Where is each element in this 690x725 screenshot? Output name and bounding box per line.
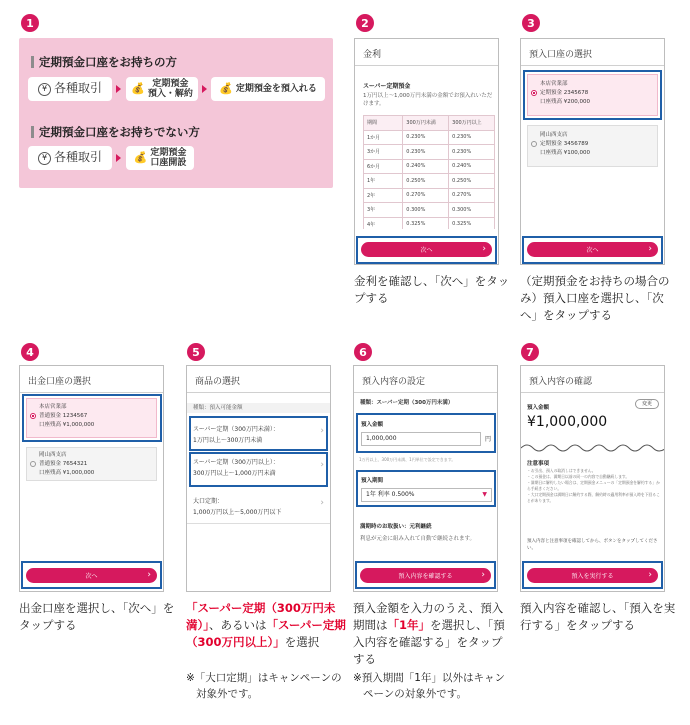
step-number-2: 2 xyxy=(356,14,374,32)
product-name: スーパー定期預金 xyxy=(363,83,411,90)
account-number: 定期預金 2345678 xyxy=(540,90,589,96)
rate-table-row xyxy=(364,188,495,203)
amount-input[interactable]: 1,000,000 xyxy=(361,432,481,446)
rate-table-cell: 期間 xyxy=(364,116,403,131)
caption-step7: 預入内容を確認し、「預入を実行する」をタップする xyxy=(520,601,676,632)
chevron-right-icon: › xyxy=(320,460,324,470)
navigation-guide-panel xyxy=(19,38,333,188)
rate-table-cell: 2年 xyxy=(364,188,403,203)
menu-teiki-azukeire-kaiyaku[interactable]: 💰 定期預金 預入・解約 xyxy=(126,77,198,101)
confirm-content-button[interactable]: 預入内容を確認する › xyxy=(360,568,491,583)
rate-table-cell: 3か月 xyxy=(364,145,403,160)
rate-table-cell: 0.270% xyxy=(449,188,495,203)
rate-table xyxy=(363,115,495,232)
execute-deposit-button[interactable]: 預入を実行する › xyxy=(527,568,658,583)
rate-table-cell: 0.230% xyxy=(403,145,449,160)
phone-screen-withdraw-account xyxy=(19,365,164,592)
rate-table-cell: 300万円未満 xyxy=(403,116,449,131)
caption-step4: 出金口座を選択し、「次へ」をタップする xyxy=(19,601,175,632)
caption-step2: 金利を確認し、「次へ」をタップする xyxy=(354,274,510,305)
rate-table-cell: 1年 xyxy=(364,174,403,189)
caption-step6: 預入金額を入力のうえ、預入期間は「1年」を選択し、「預入内容を確認する」をタップする xyxy=(353,601,505,666)
rate-table-cell: 0.325% xyxy=(449,217,495,232)
highlight-frame xyxy=(355,561,496,589)
section-title-no-account: 定期預金口座をお持ちでない方 xyxy=(31,124,200,140)
confirm-instruction: 預入内容と注意事項を確認してから、ボタンをタップしてください。 xyxy=(527,539,658,551)
step-number-6: 6 xyxy=(354,343,372,361)
step-number-7: 7 xyxy=(521,343,539,361)
rate-table-cell: 0.230% xyxy=(449,145,495,160)
account-number: 普通預金 1234567 xyxy=(39,413,88,419)
screen-title: 商品の選択 xyxy=(195,377,241,387)
phone-screen-product-select xyxy=(186,365,331,592)
highlight-frame xyxy=(356,413,496,453)
next-button[interactable]: 次へ › xyxy=(26,568,157,583)
maturity-label: 満期時のお取扱い：元利継続 xyxy=(360,524,432,530)
rate-table-cell: 4年 xyxy=(364,217,403,232)
menu-teiki-kouza-kaisetsu[interactable]: 💰 定期預金 口座開設 xyxy=(126,146,194,170)
notes-title: 注意事項 xyxy=(527,461,550,467)
section-title-has-account: 定期預金口座をお持ちの方 xyxy=(31,54,177,70)
money-bag-icon: 💰 xyxy=(131,81,145,95)
branch-name: 岡山西支店 xyxy=(540,132,568,138)
step-number-5: 5 xyxy=(187,343,205,361)
account-balance: 口座残高 ¥100,000 xyxy=(540,150,590,156)
period-label: 預入期間 xyxy=(361,478,384,484)
rate-table-row xyxy=(364,145,495,160)
product-option-super-under3m[interactable]: スーパー定期（300万円未満）： 1万円以上〜300万円未満 › xyxy=(193,426,324,444)
account-number: 普通預金 7654321 xyxy=(39,461,88,467)
account-option[interactable] xyxy=(26,447,157,481)
product-kind-label: 種類：預入可能金額 xyxy=(187,403,330,413)
rate-table-cell: 0.250% xyxy=(403,174,449,189)
menu-kakushu-torihiki-a[interactable]: ¥ 各種取引 xyxy=(28,77,112,101)
step-number-3: 3 xyxy=(522,14,540,32)
highlight-frame xyxy=(522,561,663,589)
maturity-description: 利息が元金に組み入れて自動で継続されます。 xyxy=(360,536,476,542)
screen-title: 金利 xyxy=(363,50,382,60)
branch-name: 本店営業部 xyxy=(540,81,568,87)
rate-table-cell: 0.300% xyxy=(449,203,495,218)
highlight-frame xyxy=(356,470,496,507)
product-option-super-over3m[interactable]: スーパー定期（300万円以上）： 300万円以上〜1,000万円未満 › xyxy=(193,459,324,477)
rate-table-cell: 6か月 xyxy=(364,159,403,174)
rate-table-row xyxy=(364,130,495,145)
branch-name: 岡山西支店 xyxy=(39,452,67,458)
caption-step5: 「スーパー定期（300万円未満）」、あるいは「スーパー定期（300万円以上）」を選択 xyxy=(186,601,346,649)
highlight-frame xyxy=(21,561,162,589)
radio-icon xyxy=(531,141,537,147)
rate-table-row xyxy=(364,203,495,218)
notes-list: ・お引出、預入の取消しはできません。 ・この預金は、満期日以前の同一の内容で自動継続します。 ・満期日に解約したい場合は、定期預金メニューの「定期預金を解約する」から手続きください。 ・大口定期預金は満期日に解約する際、解約時の適用利率が預入時を下回ることがあります。 xyxy=(527,468,660,503)
note-step5: ※「大口定期」はキャンペーンの対象外です。 xyxy=(186,672,342,700)
account-balance: 口座残高 ¥1,000,000 xyxy=(39,422,95,428)
amount-value: ¥1,000,000 xyxy=(527,414,608,430)
highlight-frame xyxy=(189,452,328,487)
product-option-oguchi[interactable]: 大口定期： 1,000万円以上〜5,000万円以下 › xyxy=(187,488,330,524)
highlight-frame xyxy=(523,70,662,120)
unit-label: 円 xyxy=(485,436,492,443)
phone-screen-rate xyxy=(354,38,499,265)
yen-coin-icon: ¥ xyxy=(38,83,51,96)
amount-hint: 1万円以上、300万円未満、1円単位で設定できます。 xyxy=(359,457,456,462)
rate-table-cell: 3年 xyxy=(364,203,403,218)
caption-step3: （定期預金をお持ちの場合のみ）預入口座を選択し、「次へ」をタップする xyxy=(520,274,670,322)
menu-kakushu-torihiki-b[interactable]: ¥ 各種取引 xyxy=(28,146,112,170)
period-select[interactable]: 1年 利率 0.500% ▼ xyxy=(361,488,492,502)
step-number-4: 4 xyxy=(21,343,39,361)
screen-title: 出金口座の選択 xyxy=(28,377,92,387)
screen-title: 預入口座の選択 xyxy=(529,50,593,60)
rate-table-cell: 0.230% xyxy=(449,130,495,145)
dropdown-arrow-icon: ▼ xyxy=(482,491,487,498)
menu-teiki-azukeireru[interactable]: 💰 定期預金を預入れる xyxy=(211,77,325,101)
next-button[interactable]: 次へ › xyxy=(361,242,492,257)
account-balance: 口座残高 ¥1,000,000 xyxy=(39,470,95,476)
highlight-frame xyxy=(522,236,663,264)
rate-table-row xyxy=(364,174,495,189)
money-bag-icon: 💰 xyxy=(219,81,233,95)
rate-table-cell: 0.250% xyxy=(449,174,495,189)
rate-table-cell: 0.270% xyxy=(403,188,449,203)
rate-table-cell: 0.240% xyxy=(449,159,495,174)
phone-screen-deposit-account xyxy=(520,38,665,265)
screen-title: 預入内容の確認 xyxy=(529,377,593,387)
highlight-frame xyxy=(22,394,162,442)
arrow-icon xyxy=(116,85,121,93)
step-number-1: 1 xyxy=(21,14,39,32)
next-button[interactable]: 次へ › xyxy=(527,242,658,257)
rate-table-header xyxy=(364,116,495,131)
rate-table-cell: 0.300% xyxy=(403,203,449,218)
chevron-right-icon: › xyxy=(320,498,324,508)
branch-name: 本店営業部 xyxy=(39,404,67,410)
note-step6: ※預入期間「1年」以外はキャンペーンの対象外です。 xyxy=(353,672,505,700)
account-number: 定期預金 3456789 xyxy=(540,141,589,147)
change-button[interactable]: 変更 xyxy=(635,399,659,409)
rate-table-cell: 0.325% xyxy=(403,217,449,232)
phone-screen-confirm xyxy=(520,365,665,592)
product-description: 1万円以上〜1,000万円未満の金額でお預入れいただけます。 xyxy=(363,93,493,107)
highlight-frame xyxy=(356,236,497,264)
phone-screen-deposit-settings xyxy=(353,365,498,592)
rate-table-cell: 1か月 xyxy=(364,130,403,145)
arrow-icon xyxy=(202,85,207,93)
chevron-right-icon: › xyxy=(320,426,324,436)
arrow-icon xyxy=(116,154,121,162)
account-option[interactable] xyxy=(527,125,658,167)
account-balance: 口座残高 ¥200,000 xyxy=(540,99,590,105)
radio-icon xyxy=(30,461,36,467)
rate-table-cell: 0.240% xyxy=(403,159,449,174)
rate-table-cell: 0.230% xyxy=(403,130,449,145)
amount-label: 預入金額 xyxy=(527,405,550,411)
product-kind: 種類：スーパー定期（300万円未満） xyxy=(360,400,454,406)
yen-coin-icon: ¥ xyxy=(38,152,51,165)
wave-divider xyxy=(521,441,665,455)
rate-table-row xyxy=(364,159,495,174)
screen-title: 預入内容の設定 xyxy=(362,377,426,387)
money-bag-icon: 💰 xyxy=(133,150,148,164)
amount-label: 預入金額 xyxy=(361,422,384,428)
highlight-frame xyxy=(189,416,328,451)
rate-table-cell: 300万円以上 xyxy=(449,116,495,131)
